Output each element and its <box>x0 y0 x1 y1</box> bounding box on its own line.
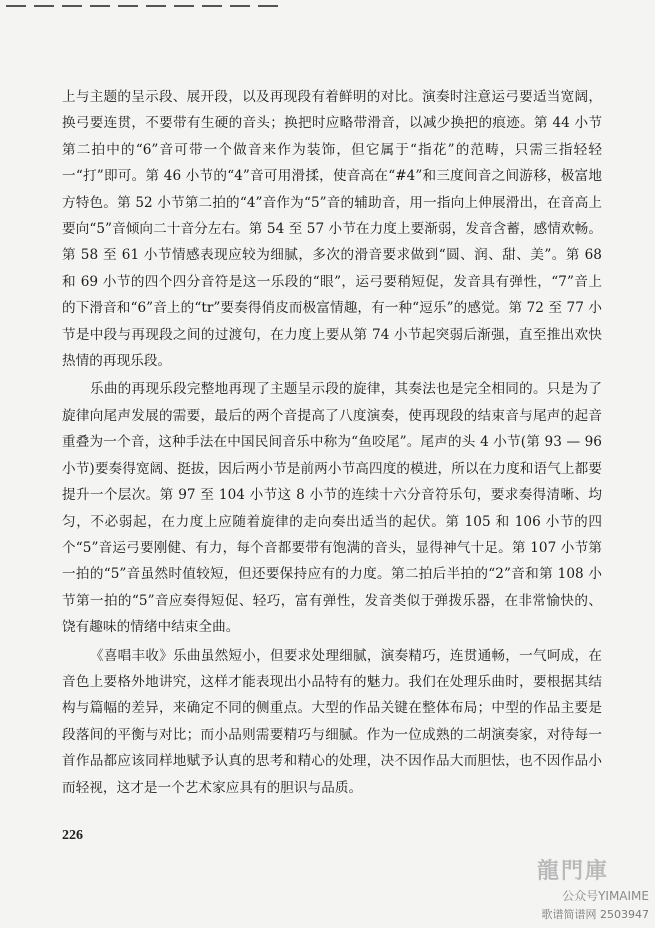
watermark-logo: 龍門庫 <box>536 859 609 884</box>
paragraph-3: 《喜唱丰收》乐曲虽然短小，但要求处理细腻，演奏精巧，连贯通畅，一气呵成，在音色上要格外地讲究，这样才能表现出小品特有的魅力。我们在处理乐曲时，要根据其结构与篇幅的差异，来确定不同的侧重点。大型的作品关键在整体布局；中型的作品主要是段落间的平衡与对比；而小品则需要精巧与细腻。作为一位成熟的二胡演奏家，对待每一首作品都应该同样地赋予认真的思考和精心的处理，决不因作品大而胆怯，也不因作品小而轻视，这才是一个艺术家应具有的胆识与品质。 <box>62 647 602 796</box>
paragraph-2: 乐曲的再现乐段完整地再现了主题呈示段的旋律，其奏法也是完全相同的。只是为了旋律向尾声发展的需要，最后的两个音提高了八度演奏，使再现段的结束音与尾声的起音重叠为一个音，这种手法在中国民间音乐中称为“鱼咬尾”。尾声的头 4 小节(第 93 — 96 小节)要奏得宽阔、挺拔，因后两小节是前两小节高四度的模进，所以在力度和语气上都要提升一个层次。第 97 至 104 小节这 8 小节的连续十六分音符乐句，要求奏得清晰、均匀，不必弱起，在力度上应随着旋律的走向奏出适当的起伏。第 105 和 106 小节的四个“5”音运弓要刚健、有力，每个音都要带有饱满的音头，显得神气十足。第 107 小节第一拍的“5”音虽然时值较短，但还要保持应有的力度。第二拍后半拍的“2”音和第 108 小节第一拍的“5”音应奏得短促、轻巧，富有弹性，发音类似于弹拨乐器，在非常愉快的、饶有趣味的情绪中结束全曲。 <box>62 381 602 636</box>
watermark <box>499 854 649 924</box>
page-number: 226 <box>62 828 83 843</box>
top-decorative-rule <box>0 0 300 10</box>
paragraph-1: 上与主题的呈示段、展开段，以及再现段有着鲜明的对比。演奏时注意运弓要适当宽阔，换弓要连贯，不要带有生硬的音头；换把时应略带滑音，以减少换把的痕迹。第 44 小节第二拍中的“6”音可带一个做音来作为装饰，但它属于“指花”的范畴，只需三指轻轻一“打”即可。第 46 小节的“4”音可用滑揉，使音高在“#4”和三度间音之间游移，极富地方特色。第 52 小节第二拍的“4”音作为“5”音的辅助音，用一指向上伸展滑出，在音高上要向“5”音倾向二十音分左右。第 54 至 57 小节在力度上要渐弱，发音含蓄，感情欢畅。第 58 至 61 小节情感表现应较为细腻，多次的滑音要求做到“圆、润、甜、美”。第 68 和 69 小节的四个四分音符是这一乐段的“眼”，运弓要稍短促，发音具有弹性，“7”音上的下滑音和“6”音上的“tr”要奏得俏皮而极富情趣，有一种“逗乐”的感觉。第 72 至 77 小节是中段与再现段之间的过渡句，在力度上要从第 74 小节起突弱后渐强，直至推出欢快热情的再现乐段。 <box>62 89 602 370</box>
watermark-line-2: 歌谱简谱网 2503947 <box>541 908 649 921</box>
watermark-line-1: 公众号YIMAIME <box>562 889 649 903</box>
page-body <box>62 84 602 801</box>
